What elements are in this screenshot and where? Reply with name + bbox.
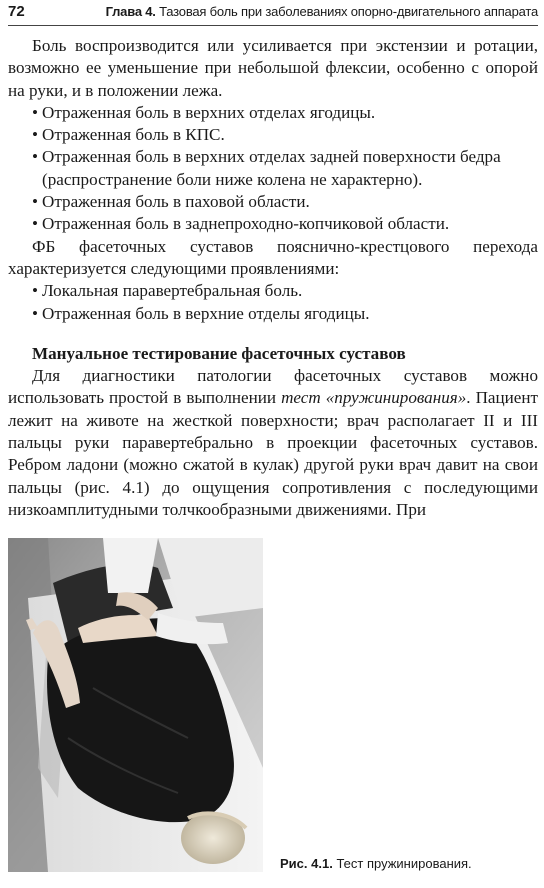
- caption-label: Рис. 4.1.: [280, 856, 333, 871]
- header-rule: [8, 25, 538, 26]
- para3-end: . Пациент лежит на животе на жесткой поверхности; врач располагает II и III пальцы руки паравертебрально в проекции фасеточных суставов. Ребром ладони (можно сжатой в кулак) другой руки врач давит на свои пальцы (рис. 4.1) до ощущения сопротивления с последующими низкоамплитудными толчкообразными движениями. При: [8, 388, 538, 519]
- list-item: • Отраженная боль в верхних отделах задней поверхности бедра (распространение боли ниже колена не характерно).: [8, 146, 538, 191]
- symptom-list-2: [8, 280, 538, 325]
- section-heading: Мануальное тестирование фасеточных суставов: [32, 343, 406, 363]
- list-item: • Отраженная боль в верхних отделах ягодицы.: [8, 102, 538, 124]
- list-item: • Локальная паравертебральная боль.: [8, 280, 538, 302]
- para3-start: Для диагностики патологии фасеточных суставов можно использовать простой в выполнении: [8, 366, 538, 408]
- figure-caption: [280, 856, 472, 871]
- list-item: • Отраженная боль в верхние отделы ягодицы.: [8, 303, 538, 325]
- paragraph-2: ФБ фасеточных суставов пояснично-крестцового перехода характеризуется следующими проявлениями:: [8, 236, 538, 278]
- figure-photo: [8, 538, 263, 872]
- list-item: • Отраженная боль в заднепроходно-копчиковой области.: [8, 213, 538, 235]
- running-head-title: [106, 4, 538, 19]
- paragraph-3: [8, 365, 538, 521]
- chapter-label: Глава 4.: [105, 4, 156, 19]
- symptom-list-1: [8, 102, 538, 236]
- spring-test-photo: [8, 538, 263, 872]
- caption-text: Тест пружинирования.: [336, 856, 472, 871]
- test-name-emphasis: тест «пружинирования»: [281, 388, 467, 408]
- list-item: • Отраженная боль в КПС.: [8, 124, 538, 146]
- page-number: 72: [8, 3, 25, 20]
- running-header: [8, 3, 538, 25]
- intro-paragraph: Боль воспроизводится или усиливается при экстензии и ротации, возможно ее уменьшение при небольшой флексии, особенно с опорой на руки, и в положении лежа.: [8, 36, 538, 100]
- chapter-title: Тазовая боль при заболеваниях опорно-двигательного аппарата: [159, 4, 538, 19]
- body-text: [8, 35, 538, 521]
- list-item: • Отраженная боль в паховой области.: [8, 191, 538, 213]
